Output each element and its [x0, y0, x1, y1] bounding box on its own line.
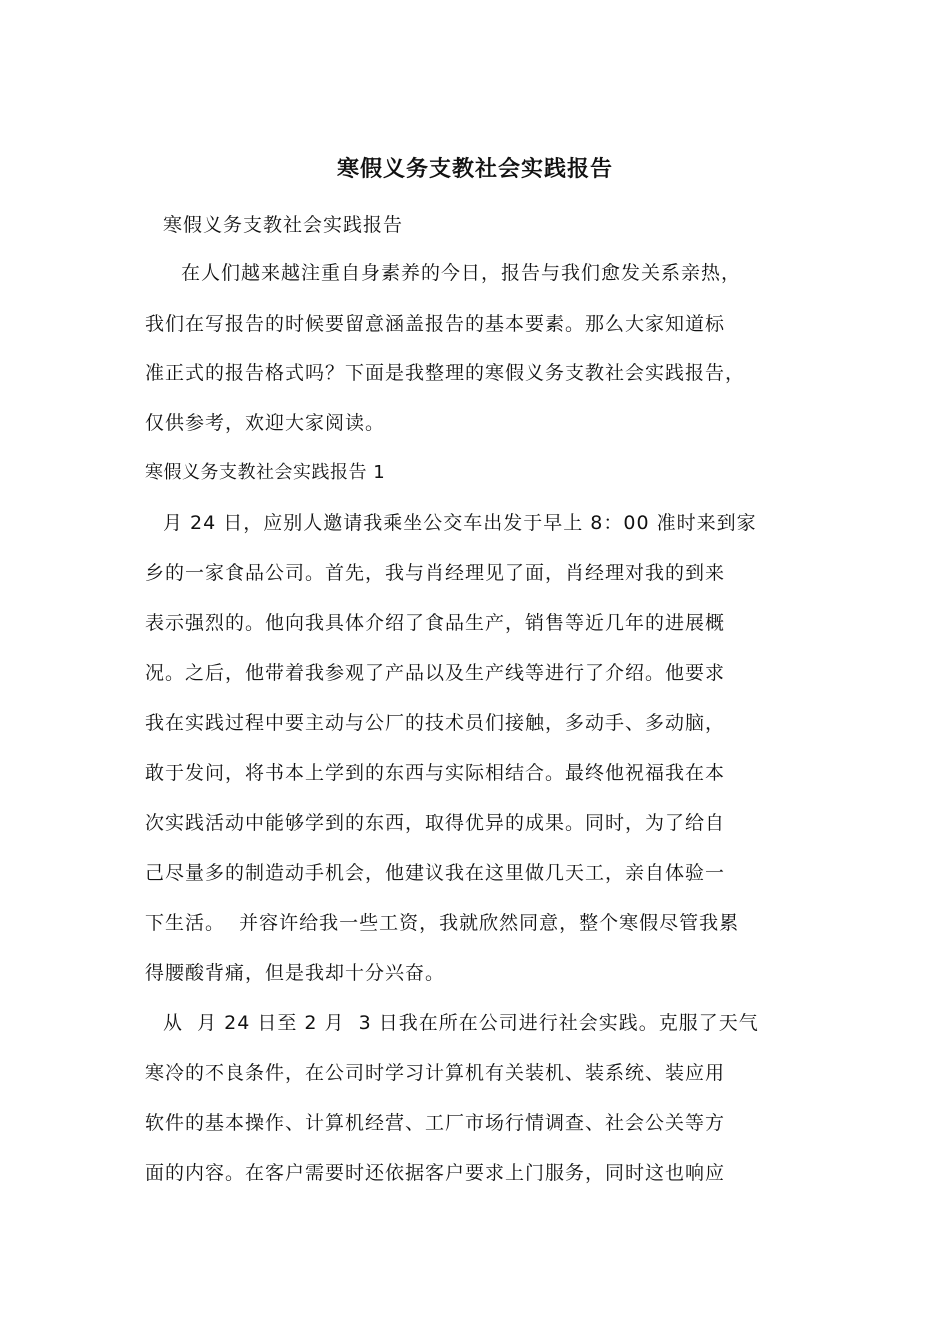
document-title: 寒假义务支教社会实践报告 — [336, 156, 613, 182]
intro-line-3: 准正式的报告格式吗？下面是我整理的寒假义务支教社会实践报告， — [145, 362, 746, 384]
paragraph1-line-7: 次实践活动中能够学到的东西，取得优异的成果。同时，为了给自 — [145, 812, 726, 834]
paragraph1-line-1: 月 24 日，应别人邀请我乘坐公交车出发于早上 8：00 准时来到家 — [163, 512, 757, 534]
paragraph2-line-1: 从 月 24 日至 2 月 3 日我在所在公司进行社会实践。克服了天气 — [163, 1012, 759, 1034]
section-heading: 寒假义务支教社会实践报告 1 — [145, 462, 386, 483]
paragraph1-line-10: 得腰酸背痛，但是我却十分兴奋。 — [145, 962, 446, 984]
paragraph1-line-4: 况。之后，他带着我参观了产品以及生产线等进行了介绍。他要求 — [145, 662, 726, 684]
paragraph1-line-5: 我在实践过程中要主动与公厂的技术员们接触，多动手、多动脑， — [145, 712, 726, 734]
paragraph2-line-4: 面的内容。在客户需要时还依据客户要求上门服务，同时这也响应 — [145, 1162, 726, 1184]
paragraph1-line-3: 表示强烈的。他向我具体介绍了食品生产，销售等近几年的进展概 — [145, 612, 726, 634]
intro-line-4: 仅供参考，欢迎大家阅读。 — [145, 412, 386, 434]
intro-line-2: 我们在写报告的时候要留意涵盖报告的基本要素。那么大家知道标 — [145, 313, 726, 335]
paragraph1-line-2: 乡的一家食品公司。首先，我与肖经理见了面，肖经理对我的到来 — [145, 562, 726, 584]
paragraph1-line-8: 己尽量多的制造动手机会，他建议我在这里做几天工，亲自体验一 — [145, 862, 726, 884]
paragraph2-line-3: 软件的基本操作、计算机经营、工厂市场行情调查、社会公关等方 — [145, 1112, 726, 1134]
paragraph1-line-9: 下生活。 并容许给我一些工资，我就欣然同意，整个寒假尽管我累 — [145, 912, 740, 934]
document-subtitle: 寒假义务支教社会实践报告 — [163, 214, 404, 236]
intro-line-1: 在人们越来越注重自身素养的今日，报告与我们愈发关系亲热， — [181, 262, 742, 284]
paragraph2-line-2: 寒冷的不良条件，在公司时学习计算机有关装机、装系统、装应用 — [145, 1062, 726, 1084]
paragraph1-line-6: 敢于发问，将书本上学到的东西与实际相结合。最终他祝福我在本 — [145, 762, 726, 784]
